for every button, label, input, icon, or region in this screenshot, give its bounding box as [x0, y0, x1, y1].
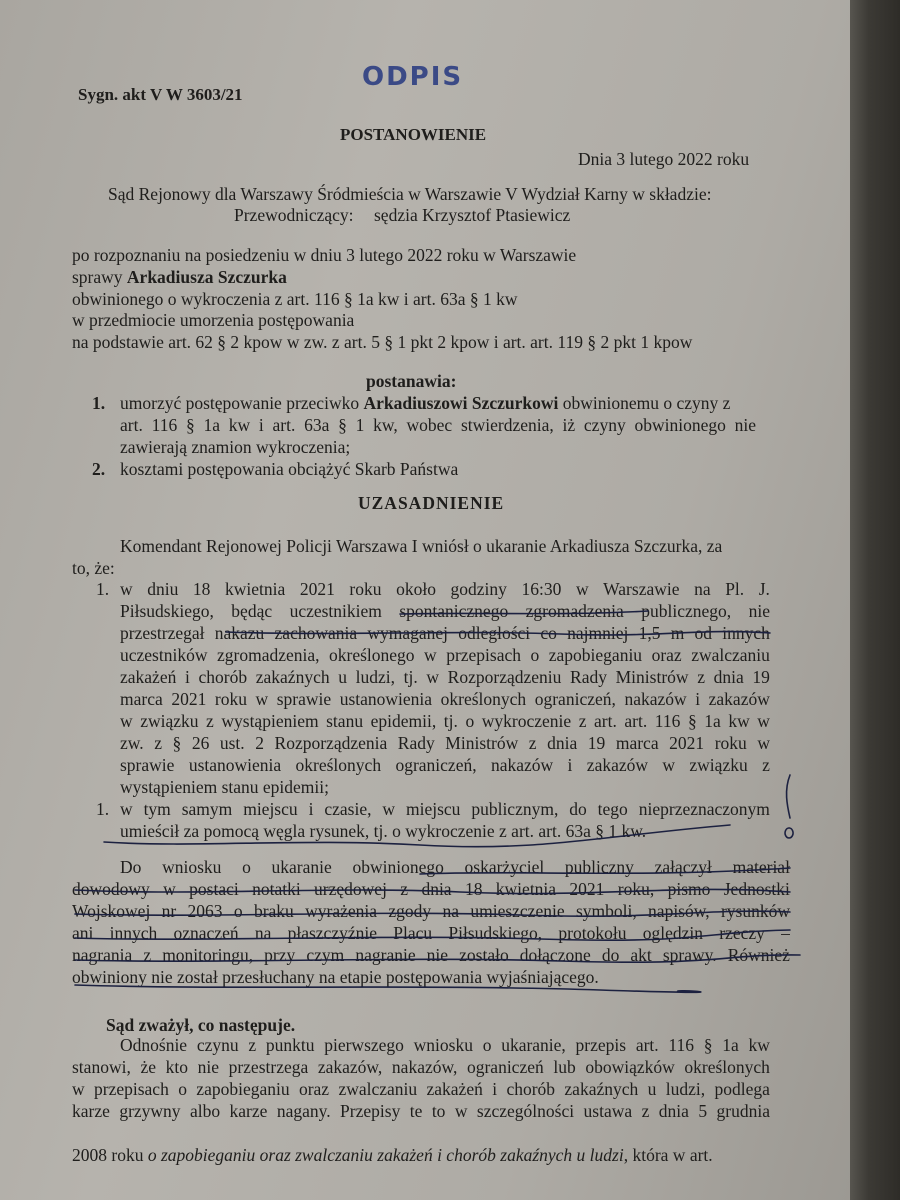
margin-exclamation-mark [787, 775, 790, 818]
decision-item-2: kosztami postępowania obciążyć Skarb Państwa [120, 459, 459, 479]
legal-analysis-last-line: 2008 roku o zapobieganiu oraz zwalczaniu zakażeń i chorób zakaźnych u ludzi, która w art. [72, 1145, 713, 1165]
decision-item-1-line-2: art. 116 § 1a kw i art. 63a § 1 kw, wobec stwierdzenia, iż czyny obwinionego nie [120, 415, 756, 435]
c1-block-line: zakażeń i chorób zakaźnych u ludzi, tj. w Rozporządzeniu Rady Ministrów z dnia 19 [120, 667, 770, 687]
intro-line-4: w przedmiocie umorzenia postępowania [72, 310, 355, 330]
c1-block-line: uczestników zgromadzenia, określonego w przepisach o zapobieganiu oraz zwalczaniu [120, 645, 770, 665]
p2-block-line: Wojskowej nr 2063 o braku wyrażenia zgody na umieszczenie symboli, napisów, rysunków [72, 901, 790, 921]
p3-block-line: karze grzywny albo karze nagany. Przepisy te to w szczególności ustawa z dnia 5 grudnia [72, 1101, 770, 1121]
table-background [848, 0, 900, 1200]
charge-1-last-line: wystąpieniem stanu epidemii; [120, 777, 329, 797]
justification-heading: UZASADNIENIE [358, 493, 505, 513]
charge-2-line-2: umieścił za pomocą węgla rysunek, tj. o wykroczenie z art. art. 63a § 1 kw. [120, 821, 647, 841]
court-line: Sąd Rejonowy dla Warszawy Śródmieścia w Warszawie V Wydział Karny w składzie: [108, 184, 712, 204]
c1-block-line: zw. z § 26 ust. 2 Rozporządzenia Rady Ministrów z dnia 19 marca 2021 roku w [120, 733, 770, 753]
chair-name: sędzia Krzysztof Ptasiewicz [374, 205, 571, 225]
charge-2-line-1: w tym samym miejscu i czasie, w miejscu publicznym, do tego nieprzeznaczonym [120, 799, 770, 819]
charge-2-number: 1. [96, 799, 110, 819]
chair-label: Przewodniczący: [234, 205, 354, 225]
decision-item-1-line-1: umorzyć postępowanie przeciwko Arkadiuszowi Szczurkowi obwinionemu o czyny z [120, 393, 731, 413]
decision-item-2-number: 2. [92, 459, 106, 479]
document-title: POSTANOWIENIE [340, 125, 487, 144]
margin-exclamation-dot [785, 828, 793, 838]
c1-block-line: Piłsudskiego, będąc uczestnikiem spontanicznego zgromadzenia publicznego, nie [120, 601, 770, 621]
defendant-name: Arkadiusza Szczurka [126, 267, 287, 287]
p3-block-line: Odnośnie czynu z punktu pierwszego wniosku o ukaranie, przepis art. 116 § 1a kw [120, 1035, 770, 1055]
document-date: Dnia 3 lutego 2022 roku [578, 149, 750, 169]
decision-heading: postanawia: [366, 371, 457, 391]
p2-block-line: ani innych oznaczeń na płaszczyźnie Placu Piłsudskiego, protokołu oględzin rzeczy – [72, 923, 790, 943]
p2-block-line: dowodowy w postaci notatki urzędowej z dnia 18 kwietnia 2021 roku, pismo Jednostki [72, 879, 790, 899]
intro-line-1: po rozpoznaniu na posiedzeniu w dniu 3 lutego 2022 roku w Warszawie [72, 245, 577, 265]
evidence-paragraph-last-line: obwiniony nie został przesłuchany na etapie postępowania wyjaśniającego. [72, 967, 599, 987]
c1-block-line: sprawie ustanowienia określonych ograniczeń, nakazów i zakazów w związku z [120, 755, 770, 775]
case-signature: Sygn. akt V W 3603/21 [78, 85, 243, 104]
c1-block-line: marca 2021 roku w sprawie ustanowienia określonych ograniczeń, nakazów i zakazów [120, 689, 770, 709]
p3-block-line: stanowi, że kto nie przestrzega zakazów, nakazów, ograniczeń lub obowiązków określonych [72, 1057, 770, 1077]
c1-block-line: w związku z wystąpieniem stanu epidemii, tj. o wykroczenie z art. art. 116 § 1a kw w [120, 711, 770, 731]
c1-block-line: przestrzegał nakazu zachowania wymaganej odległości co najmniej 1,5 m od innych [120, 623, 770, 643]
p2-block-line: nagrania z monitoringu, przy czym nagranie nie zostało dołączone do akt sprawy. Również [72, 945, 790, 965]
decision-item-1-line-3: zawierają znamion wykroczenia; [120, 437, 351, 457]
charge-1-number: 1. [96, 579, 110, 599]
p3-block-line: w przepisach o zapobieganiu oraz zwalczaniu zakażeń i chorób zakaźnych u ludzi, podlega [72, 1079, 770, 1099]
decision-item-1-number: 1. [92, 393, 106, 413]
justification-p1-line-1: Komendant Rejonowej Policji Warszawa I wniósł o ukaranie Arkadiusza Szczurka, za [120, 536, 723, 556]
p2-block-line: Do wniosku o ukaranie obwinionego oskarżyciel publiczny załączył materiał [120, 857, 790, 877]
justification-p1-line-2: to, że: [72, 558, 115, 578]
odpis-stamp: ODPIS [362, 62, 464, 92]
intro-line-2: sprawy Arkadiusza Szczurka [72, 267, 287, 287]
intro-line-5: na podstawie art. 62 § 2 kpow w zw. z art. 5 § 1 pkt 2 kpow i art. art. 119 § 2 pkt 1 kpow [72, 332, 693, 352]
statute-title: o zapobieganiu oraz zwalczaniu zakażeń i chorób zakaźnych u ludzi [147, 1145, 624, 1165]
intro-line-3: obwinionego o wykroczenia z art. 116 § 1a kw i art. 63a § 1 kw [72, 289, 518, 309]
court-considered-heading: Sąd zważył, co następuje. [106, 1015, 296, 1035]
c1-block-line: w dniu 18 kwietnia 2021 roku około godziny 16:30 w Warszawie na Pl. J. [120, 579, 770, 599]
